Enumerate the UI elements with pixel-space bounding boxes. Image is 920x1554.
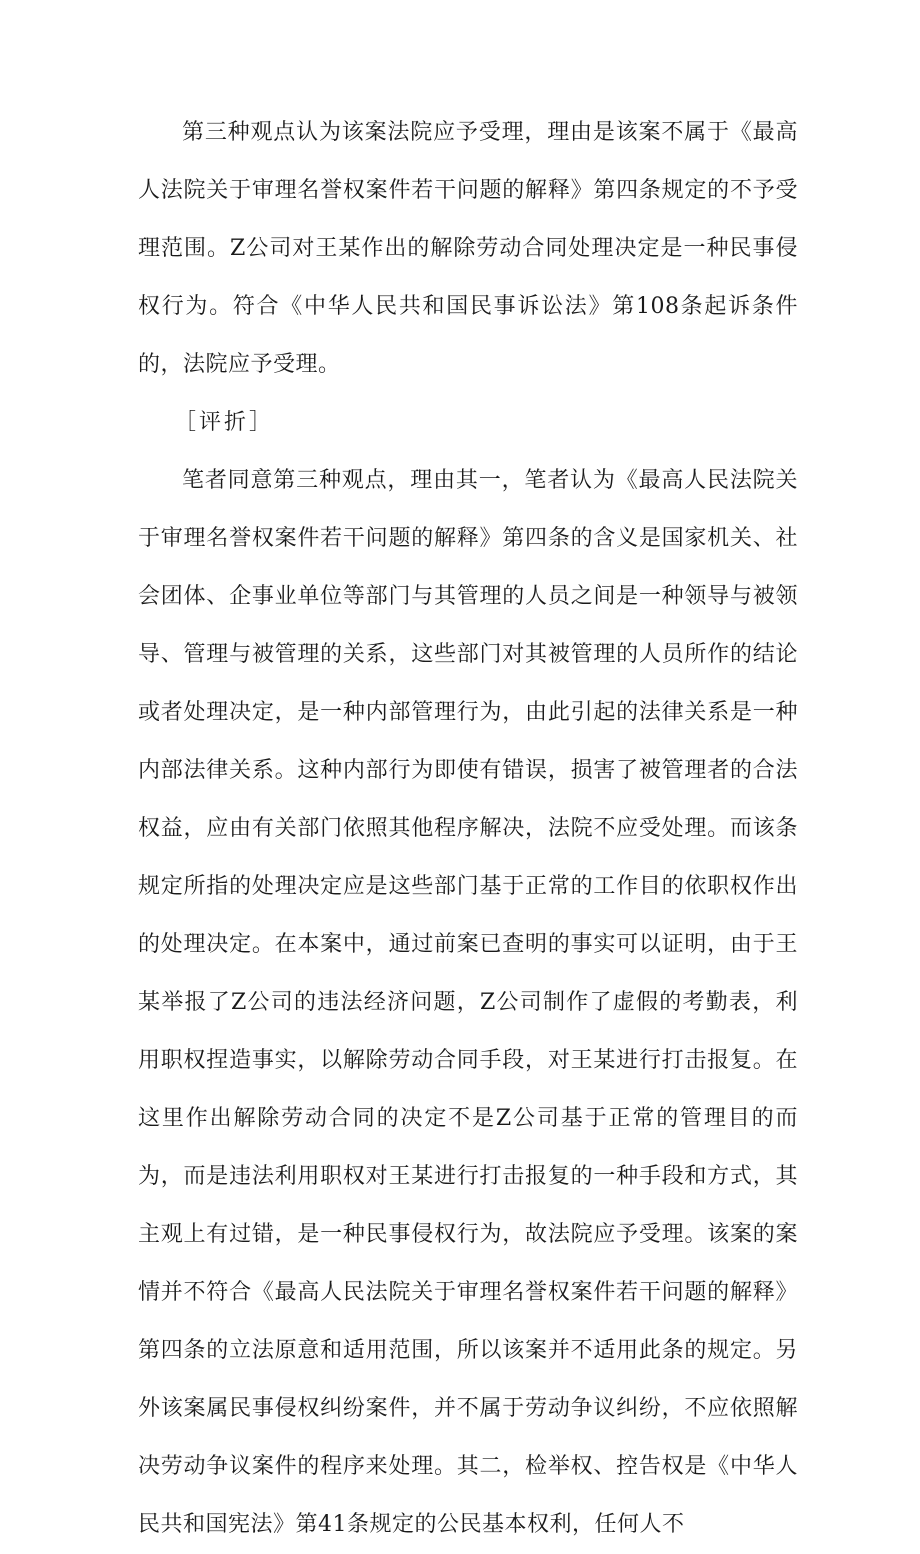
paragraph-author-analysis: 笔者同意第三种观点，理由其一，笔者认为《最高人民法院关于审理名誉权案件若干问题的解释》第四条的含义是国家机关、社会团体、企事业单位等部门与其管理的人员之间是一种领导与被领导、管理与被管理的关系，这些部门对其被管理的人员所作的结论或者处理决定，是一种内部管理行为，由此引起的法律关系是一种内部法律关系。这种内部行为即使有错误，损害了被管理者的合法权益，应由有关部门依照其他程序解决，法院不应受处理。而该条规定所指的处理决定应是这些部门基于正常的工作目的依职权作出的处理决定。在本案中，通过前案已查明的事实可以证明，由于王某举报了Z公司的违法经济问题，Z公司制作了虚假的考勤表，利用职权捏造事实，以解除劳动合同手段，对王某进行打击报复。在这里作出解除劳动合同的决定不是Z公司基于正常的管理目的而为，而是违法利用职权对王某进行打击报复的一种手段和方式，其主观上有过错，是一种民事侵权行为，故法院应予受理。该案的案情并不符合《最高人民法院关于审理名誉权案件若干问题的解释》第四条的立法原意和适用范围，所以该案并不适用此条的规定。另外该案属民事侵权纠纷案件，并不属于劳动争议纠纷，不应依照解决劳动争议案件的程序来处理。其二，检举权、控告权是《中华人民共和国宪法》第41条规定的公民基本权利，任何人不 <box>138 468 798 1537</box>
document-body <box>138 104 798 1554</box>
paragraph-third-opinion: 第三种观点认为该案法院应予受理，理由是该案不属于《最高人法院关于审理名誉权案件若干问题的解释》第四条规定的不予受理范围。Z公司对王某作出的解除劳动合同处理决定是一种民事侵权行为。符合《中华人民共和国民事诉讼法》第108条起诉条件的，法院应予受理。 <box>138 120 798 377</box>
section-heading-commentary: ［评折］ <box>174 410 275 435</box>
